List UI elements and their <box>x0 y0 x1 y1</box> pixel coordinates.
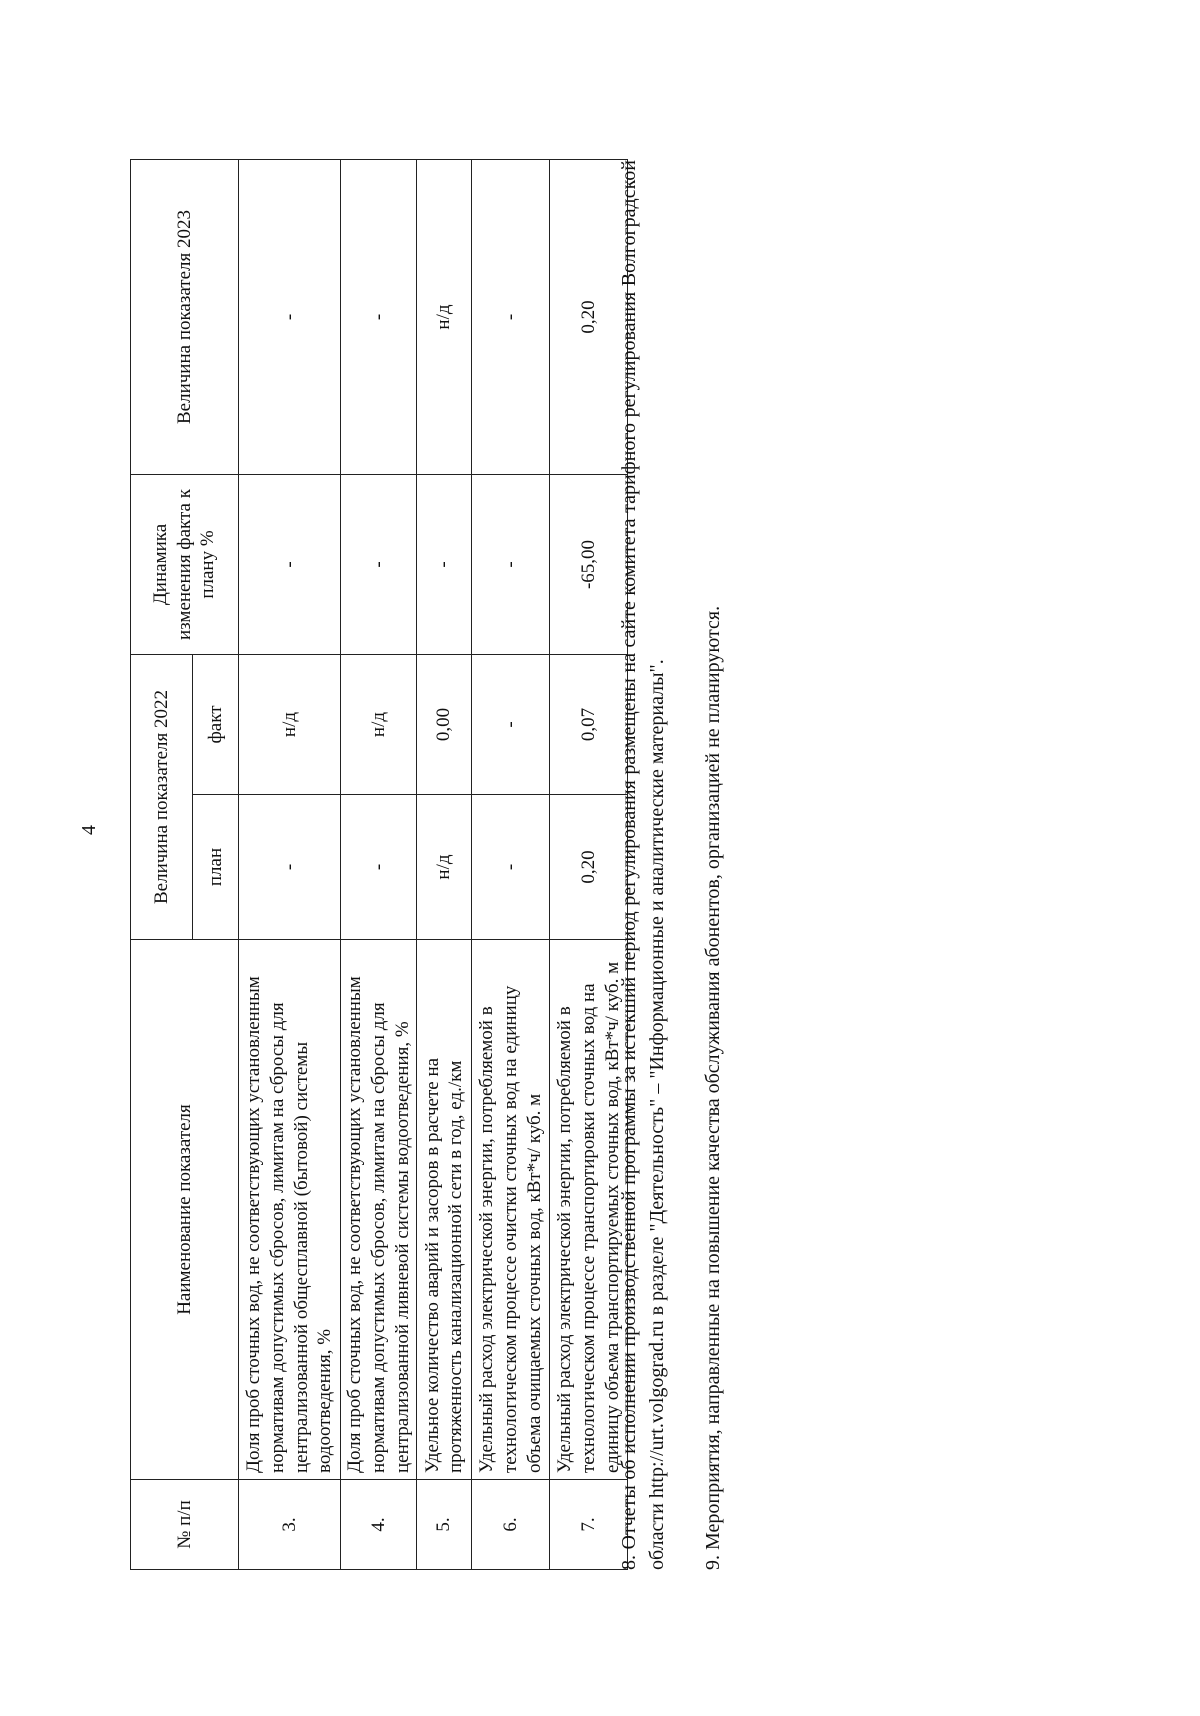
header-value-2023: Величина показателя 2023 <box>131 160 239 475</box>
row-plan: - <box>239 795 341 940</box>
row-value-2023: - <box>239 160 341 475</box>
row-fact: - <box>472 655 550 795</box>
row-dynamics: - <box>239 475 341 655</box>
row-num: 7. <box>550 1480 628 1570</box>
row-num: 3. <box>239 1480 341 1570</box>
row-name: Доля проб сточных вод, не соответствующих установленным нормативам допустимых сбросов, лимитам на сбросы для централизованной общесплавной (бытовой) системы водоотведения, % <box>239 940 341 1480</box>
header-fact: факт <box>193 655 239 795</box>
header-num: № п/п <box>131 1480 239 1570</box>
row-fact: н/д <box>239 655 341 795</box>
header-value-2022: Величина показателя 2022 <box>131 655 193 940</box>
note-item-8: 8. Отчеты об исполнении производственной программы за истекший период регулирования размещены на сайте комитета тарифного регулирования Волгоградской области http://urt.volgograd.ru в разделе "Деятельность" – "Информационные и аналитические материалы". <box>618 160 668 1570</box>
row-fact: н/д <box>341 655 417 795</box>
row-dynamics: - <box>472 475 550 655</box>
table-row <box>239 160 341 1570</box>
row-value-2023: - <box>472 160 550 475</box>
row-dynamics: - <box>417 475 472 655</box>
row-value-2023: 0,20 <box>550 160 628 475</box>
row-value-2023: н/д <box>417 160 472 475</box>
row-name: Удельный расход электрической энергии, потребляемой в технологическом процессе транспортировки сточных вод на единицу объема транспортируемых сточных вод, кВт*ч/ куб. м <box>550 940 628 1480</box>
header-plan: план <box>193 795 239 940</box>
notes <box>615 160 755 1570</box>
row-name: Удельное количество аварий и засоров в расчете на протяженность канализационной сети в год, ед./км <box>417 940 472 1480</box>
row-plan: - <box>472 795 550 940</box>
note-item-9: 9. Мероприятия, направленные на повышение качества обслуживания абонентов, организацией не планируются. <box>702 605 724 1570</box>
row-plan: 0,20 <box>550 795 628 940</box>
table-row <box>341 160 417 1570</box>
row-dynamics: - <box>341 475 417 655</box>
table-row <box>472 160 550 1570</box>
row-dynamics: -65,00 <box>550 475 628 655</box>
header-name: Наименование показателя <box>131 940 239 1480</box>
indicators-table <box>130 159 628 1570</box>
row-name: Удельный расход электрической энергии, потребляемой в технологическом процессе очистки сточных вод на единицу объема очищаемых сточных вод, кВт*ч/ куб. м <box>472 940 550 1480</box>
row-fact: 0,00 <box>417 655 472 795</box>
page-number: 4 <box>78 825 100 835</box>
row-value-2023: - <box>341 160 417 475</box>
row-plan: - <box>341 795 417 940</box>
row-num: 4. <box>341 1480 417 1570</box>
table-row <box>417 160 472 1570</box>
header-dynamics: Динамика изменения факта к плану % <box>131 475 239 655</box>
row-num: 6. <box>472 1480 550 1570</box>
rotated-page <box>0 60 1200 1660</box>
row-plan: н/д <box>417 795 472 940</box>
row-fact: 0,07 <box>550 655 628 795</box>
row-num: 5. <box>417 1480 472 1570</box>
row-name: Доля проб сточных вод, не соответствующих установленным нормативам допустимых сбросов, лимитам на сбросы для централизованной ливневой системы водоотведения, % <box>341 940 417 1480</box>
